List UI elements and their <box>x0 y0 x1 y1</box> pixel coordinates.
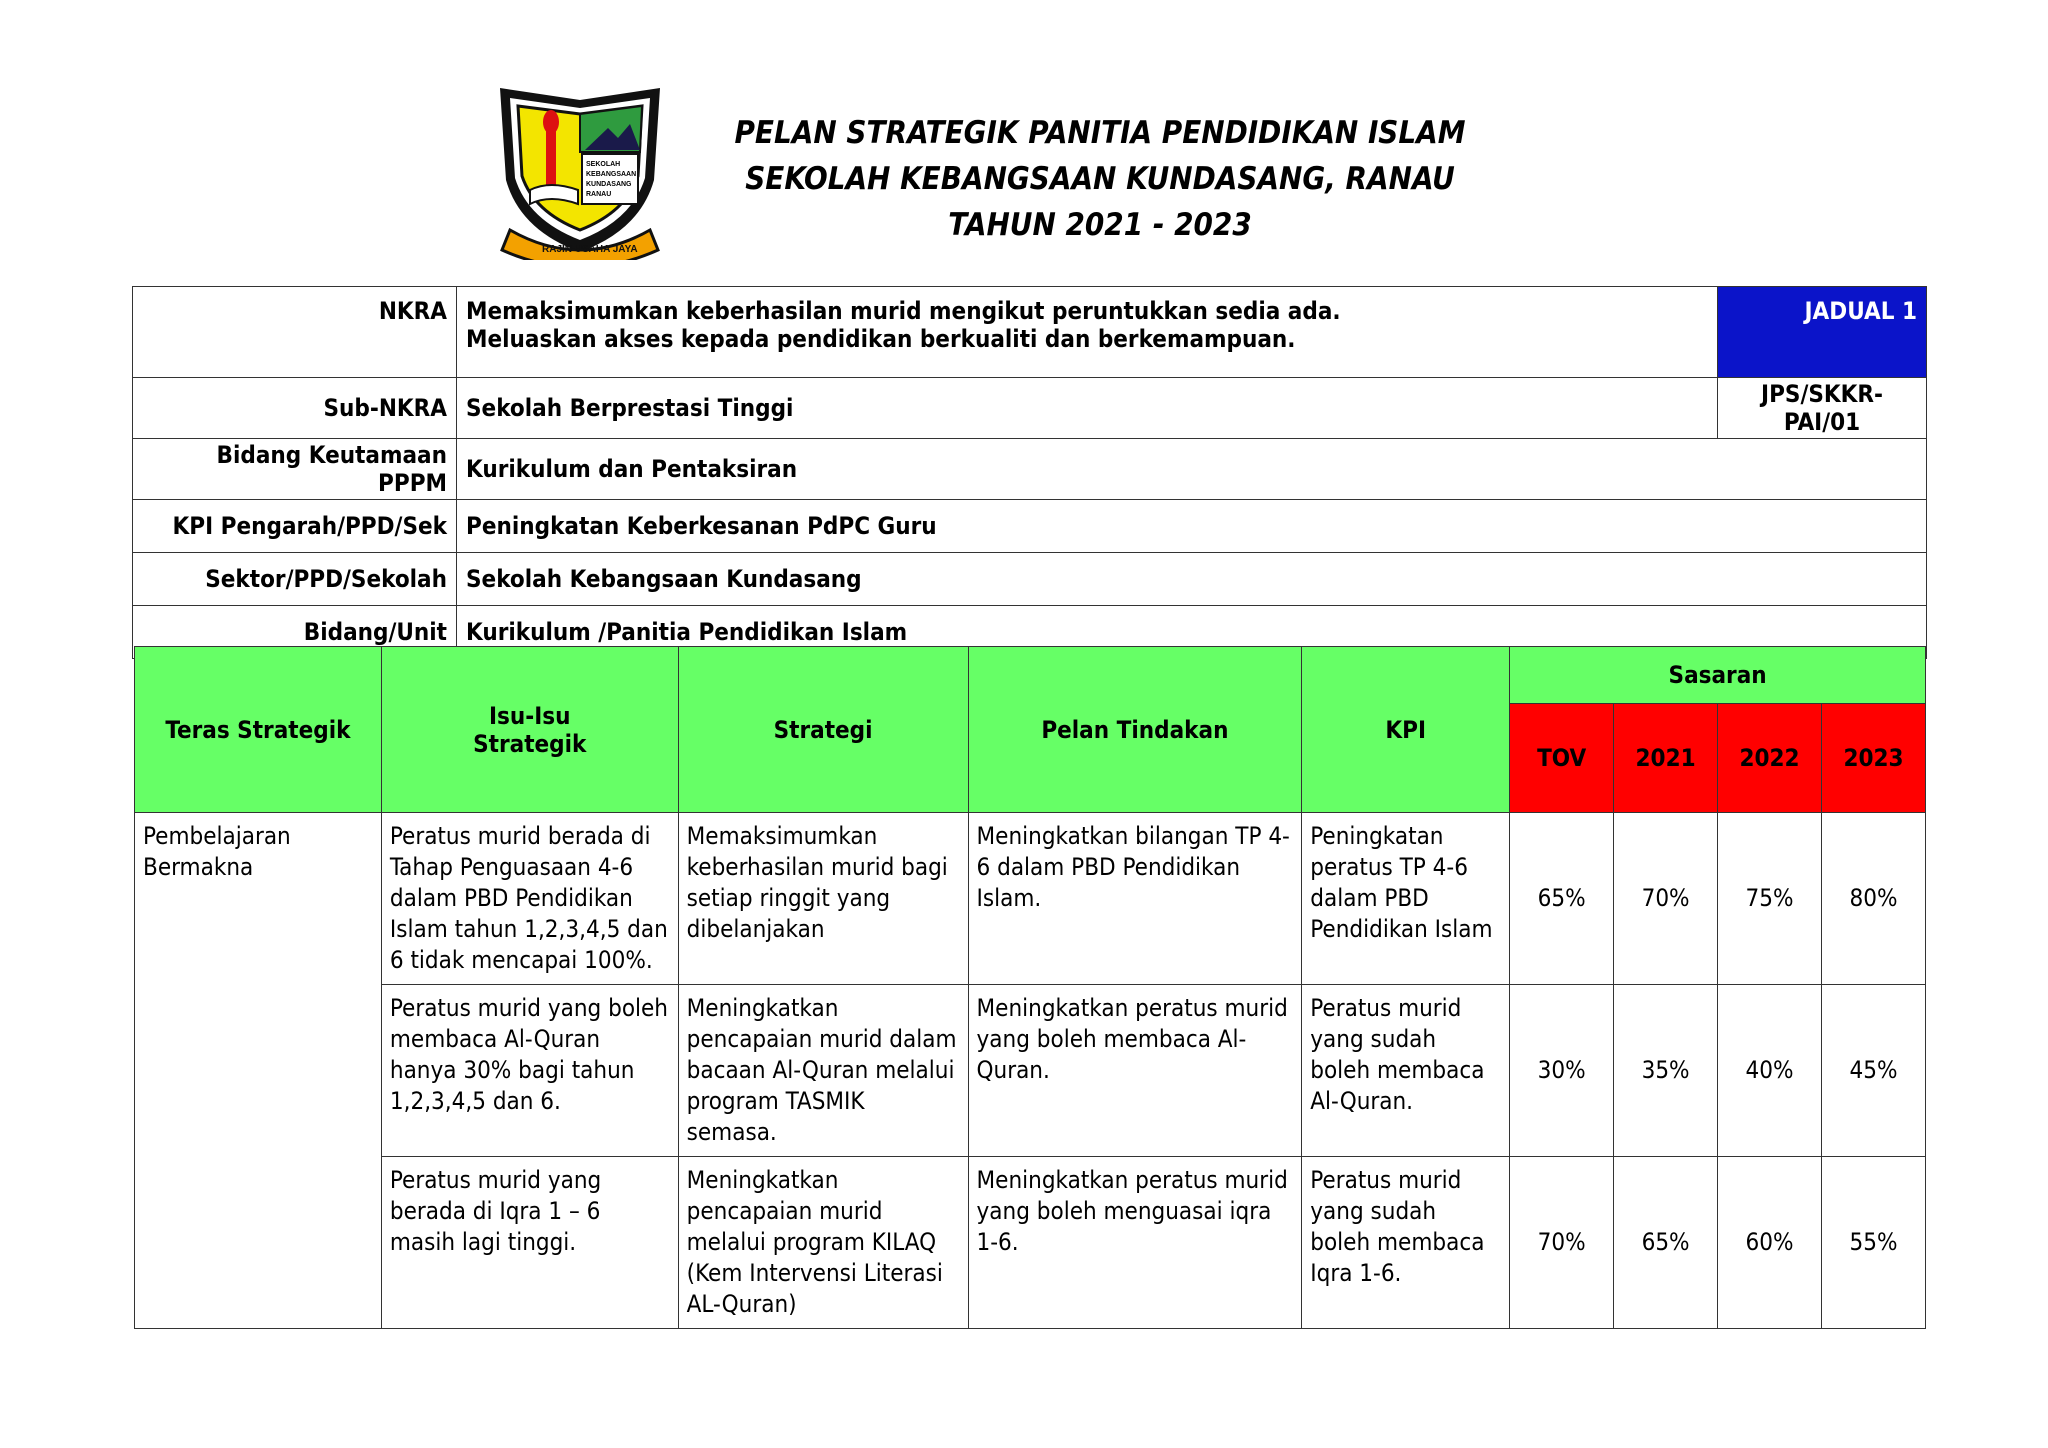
jadual-badge: JADUAL 1 <box>1718 287 1927 378</box>
kpi-label: KPI Pengarah/PPD/Sek <box>133 500 457 553</box>
target-2023-cell: 80% <box>1821 813 1925 985</box>
kpi-cell: Peratus murid yang sudah boleh membaca Al-Quran. <box>1302 985 1510 1157</box>
svg-text:KEBANGSAAN: KEBANGSAAN <box>586 171 637 178</box>
svg-text:RANAU: RANAU <box>586 191 612 198</box>
header-2022: 2022 <box>1718 704 1822 813</box>
bidang-label: Bidang Keutamaan PPPM <box>133 439 457 500</box>
nkra-value <box>457 287 1718 378</box>
title-line-1: PELAN STRATEGIK PANITIA PENDIDIKAN ISLAM <box>734 115 1466 151</box>
unit-value: Kurikulum /Panitia Pendidikan Islam <box>457 606 1927 659</box>
sektor-label: Sektor/PPD/Sekolah <box>133 553 457 606</box>
svg-text:RAJIN USAHA JAYA: RAJIN USAHA JAYA <box>542 244 638 255</box>
header-teras: Teras Strategik <box>135 647 382 813</box>
svg-text:SEKOLAH: SEKOLAH <box>586 161 621 168</box>
subnkra-label: Sub-NKRA <box>133 378 457 439</box>
target-2022-cell: 75% <box>1718 813 1822 985</box>
pelan-cell: Meningkatkan peratus murid yang boleh membaca Al-Quran. <box>968 985 1302 1157</box>
kpi-cell: Peningkatan peratus TP 4-6 dalam PBD Pendidikan Islam <box>1302 813 1510 985</box>
header-pelan: Pelan Tindakan <box>968 647 1302 813</box>
strategi-cell: Memaksimumkan keberhasilan murid bagi setiap ringgit yang dibelanjakan <box>678 813 968 985</box>
svg-text:KUNDASANG: KUNDASANG <box>586 181 632 188</box>
header-tov: TOV <box>1510 704 1614 813</box>
table-row <box>135 985 1926 1157</box>
title-line-2: SEKOLAH KEBANGSAAN KUNDASANG, RANAU <box>745 161 1455 197</box>
strategi-cell: Meningkatkan pencapaian murid dalam bacaan Al-Quran melalui program TASMIK semasa. <box>678 985 968 1157</box>
pelan-cell: Meningkatkan peratus murid yang boleh menguasai iqra 1-6. <box>968 1157 1302 1329</box>
header-2023: 2023 <box>1821 704 1925 813</box>
title-line-3: TAHUN 2021 - 2023 <box>948 207 1252 243</box>
target-2023-cell: 55% <box>1821 1157 1925 1329</box>
kpi-value: Peningkatan Keberkesanan PdPC Guru <box>457 500 1927 553</box>
isu-cell: Peratus murid yang boleh membaca Al-Quran hanya 30% bagi tahun 1,2,3,4,5 dan 6. <box>381 985 678 1157</box>
teras-cell: Pembelajaran Bermakna <box>135 813 382 1329</box>
isu-cell: Peratus murid yang berada di Iqra 1 – 6 masih lagi tinggi. <box>381 1157 678 1329</box>
document-title <box>640 110 1560 248</box>
tov-cell: 65% <box>1510 813 1614 985</box>
target-2021-cell: 65% <box>1614 1157 1718 1329</box>
header-2021: 2021 <box>1614 704 1718 813</box>
target-2021-cell: 70% <box>1614 813 1718 985</box>
isu-cell: Peratus murid berada di Tahap Penguasaan 4-6 dalam PBD Pendidikan Islam tahun 1,2,3,4,5 dan 6 tidak mencapai 100%. <box>381 813 678 985</box>
strategi-cell: Meningkatkan pencapaian murid melalui program KILAQ (Kem Intervensi Literasi AL-Quran) <box>678 1157 968 1329</box>
kpi-cell: Peratus murid yang sudah boleh membaca Iqra 1-6. <box>1302 1157 1510 1329</box>
table-row <box>135 1157 1926 1329</box>
subnkra-value: Sekolah Berprestasi Tinggi <box>457 378 1718 439</box>
target-2021-cell: 35% <box>1614 985 1718 1157</box>
unit-label: Bidang/Unit <box>133 606 457 659</box>
header-isu-line-1: Isu-Isu <box>489 701 571 730</box>
tov-cell: 30% <box>1510 985 1614 1157</box>
target-2022-cell: 60% <box>1718 1157 1822 1329</box>
target-2023-cell: 45% <box>1821 985 1925 1157</box>
sektor-value: Sekolah Kebangsaan Kundasang <box>457 553 1927 606</box>
tov-cell: 70% <box>1510 1157 1614 1329</box>
nkra-label: NKRA <box>133 287 457 378</box>
nkra-line-2: Meluaskan akses kepada pendidikan berkualiti dan berkemampuan. <box>466 325 1296 353</box>
header-strategi: Strategi <box>678 647 968 813</box>
header-sasaran: Sasaran <box>1510 647 1926 704</box>
header-isu <box>381 647 678 813</box>
document-code: JPS/SKKR-PAI/01 <box>1718 378 1927 439</box>
header-isu-line-2: Strategik <box>473 729 587 758</box>
strategic-plan-table <box>134 646 1926 1329</box>
header-kpi: KPI <box>1302 647 1510 813</box>
target-2022-cell: 40% <box>1718 985 1822 1157</box>
bidang-value: Kurikulum dan Pentaksiran <box>457 439 1927 500</box>
table-row <box>135 813 1926 985</box>
info-table <box>132 286 1927 659</box>
nkra-line-1: Memaksimumkan keberhasilan murid mengikut peruntukkan sedia ada. <box>466 297 1341 325</box>
pelan-cell: Meningkatkan bilangan TP 4-6 dalam PBD Pendidikan Islam. <box>968 813 1302 985</box>
